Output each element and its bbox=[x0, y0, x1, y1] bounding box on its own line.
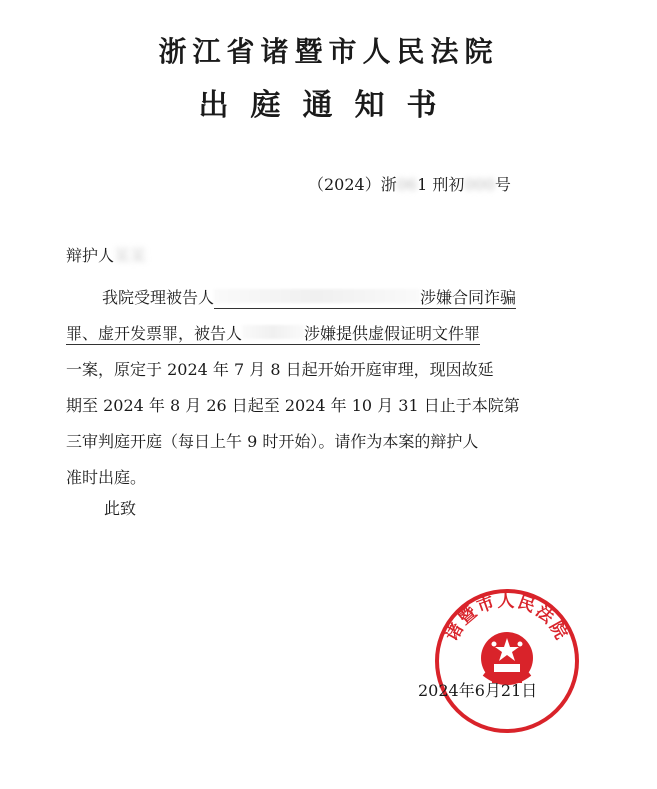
seal-text: 诸暨市人民法院 bbox=[442, 591, 572, 645]
case-number-redacted-a: 06 bbox=[396, 175, 418, 194]
recipient-label: 辩护人 bbox=[66, 246, 115, 265]
seal-small-star-1 bbox=[492, 642, 497, 647]
body-line-3: 一案，原定于 2024 年 7 月 8 日起开始开庭审理，现因故延 bbox=[66, 360, 494, 379]
notice-body bbox=[66, 280, 586, 496]
case-number-suffix: 号 bbox=[494, 175, 511, 194]
recipient-redacted: 某某 bbox=[114, 246, 147, 265]
document-title: 出庭通知书 bbox=[198, 88, 459, 123]
seal-small-star-2 bbox=[518, 642, 523, 647]
body-l1-end: 涉嫌合同诈骗 bbox=[420, 288, 517, 307]
body-line-1 bbox=[66, 280, 586, 316]
seal-gate bbox=[494, 664, 520, 672]
body-l1-start: 我院受理被告人 bbox=[102, 288, 215, 307]
redacted-defendant-1 bbox=[214, 289, 420, 303]
case-number-middle: 1 刑初 bbox=[417, 175, 465, 194]
case-number-redacted-b: 000 bbox=[464, 175, 495, 194]
case-number bbox=[308, 172, 511, 195]
body-line-5: 三审判庭开庭（每日上午 9 时开始）。请作为本案的辩护人 bbox=[66, 432, 479, 451]
body-l2-end: 涉嫌提供虚假证明文件罪 bbox=[304, 324, 481, 343]
case-number-prefix: （2024）浙 bbox=[308, 175, 397, 194]
court-seal bbox=[432, 586, 582, 736]
body-line-2 bbox=[66, 316, 586, 352]
court-name: 浙江省诸暨市人民法院 bbox=[158, 35, 499, 68]
body-l2-start: 罪、虚开发票罪，被告人 bbox=[66, 324, 243, 343]
body-line-6: 准时出庭。 bbox=[66, 468, 147, 487]
redacted-defendant-2 bbox=[242, 325, 304, 339]
body-line-4: 期至 2024 年 8 月 26 日起至 2024 年 10 月 31 日止于本院第 bbox=[66, 396, 520, 415]
salutation: 此致 bbox=[104, 499, 137, 518]
issue-date: 2024年6月21日 bbox=[418, 681, 538, 700]
recipient bbox=[66, 243, 146, 266]
